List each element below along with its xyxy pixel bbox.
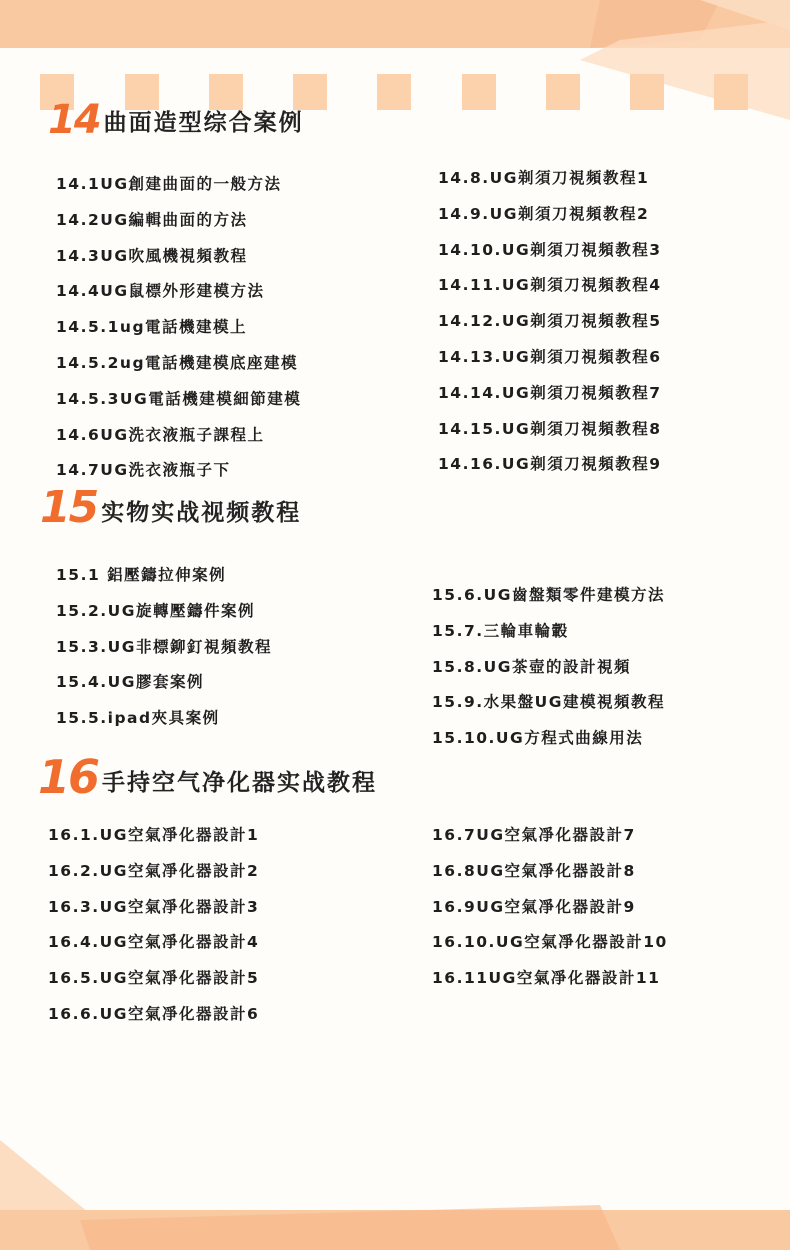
list-item: 16.11UG空氣凈化器設計11 (432, 969, 661, 988)
tab-decoration (714, 74, 748, 110)
list-item: 16.2.UG空氣凈化器設計2 (48, 861, 260, 880)
bottom-decoration (0, 1110, 790, 1250)
list-item: 14.9.UG剃須刀視頻教程2 (438, 204, 650, 223)
list-item: 16.9UG空氣凈化器設計9 (432, 897, 636, 916)
list-item: 15.6.UG齒盤類零件建模方法 (432, 586, 665, 604)
section-14-header (48, 97, 304, 143)
section-16-header (38, 750, 378, 804)
tab-decoration (462, 74, 496, 110)
section-14-right-list (438, 166, 662, 488)
list-item: 14.1UG創建曲面的一般方法 (56, 175, 282, 193)
list-item: 15.8.UG茶壺的設計視頻 (432, 657, 631, 676)
list-item: 14.5.1ug電話機建模上 (56, 318, 248, 337)
list-item: 14.4UG鼠標外形建模方法 (56, 282, 265, 301)
list-item: 16.8UG空氣凈化器設計8 (432, 861, 636, 880)
list-item: 14.6UG洗衣液瓶子課程上 (56, 425, 265, 444)
list-item: 14.13.UG剃須刀視頻教程6 (438, 347, 662, 366)
list-item: 14.14.UG剃須刀視頻教程7 (438, 383, 662, 402)
tab-decoration (377, 74, 411, 110)
tab-decoration (630, 74, 664, 110)
list-item: 16.3.UG空氣凈化器設計3 (48, 897, 260, 916)
section-16-right-list (432, 823, 668, 1002)
list-item: 16.5.UG空氣凈化器設計5 (48, 969, 260, 988)
list-item: 14.2UG編輯曲面的方法 (56, 210, 248, 229)
list-item: 14.11.UG剃須刀視頻教程4 (438, 276, 662, 295)
section-title: 手持空气净化器实战教程 (102, 770, 378, 796)
list-item: 16.10.UG空氣凈化器設計10 (432, 933, 668, 952)
list-item: 14.5.2ug電話機建模底座建模 (56, 353, 299, 372)
list-item: 15.5.ipad夾具案例 (56, 709, 220, 728)
list-item: 16.4.UG空氣凈化器設計4 (48, 933, 260, 952)
list-item: 15.3.UG非標鉚釘視頻教程 (56, 637, 272, 656)
section-16-left-list (48, 823, 259, 1038)
list-item: 16.7UG空氣凈化器設計7 (432, 826, 636, 844)
section-15-header (40, 482, 302, 533)
section-title: 曲面造型综合案例 (103, 110, 304, 136)
list-item: 14.8.UG剃須刀視頻教程1 (438, 169, 650, 187)
list-item: 15.1 鋁壓鑄拉伸案例 (56, 566, 227, 584)
list-item: 14.16.UG剃須刀視頻教程9 (438, 455, 662, 474)
list-item: 16.6.UG空氣凈化器設計6 (48, 1004, 260, 1023)
list-item: 14.12.UG剃須刀視頻教程5 (438, 312, 662, 331)
section-15-left-list (56, 563, 272, 742)
list-item: 15.7.三輪車輪轂 (432, 621, 569, 640)
list-item: 15.2.UG旋轉壓鑄件案例 (56, 601, 255, 620)
section-15-right-list (432, 583, 665, 762)
section-number: 14 (48, 97, 100, 143)
list-item: 15.4.UG膠套案例 (56, 673, 204, 692)
list-item: 15.10.UG方程式曲線用法 (432, 729, 644, 748)
section-14-left-list (56, 172, 301, 494)
list-item: 14.7UG洗衣液瓶子下 (56, 461, 231, 480)
list-item: 15.9.水果盤UG建模視頻教程 (432, 693, 665, 712)
list-item: 16.1.UG空氣凈化器設計1 (48, 826, 260, 844)
tab-decoration (546, 74, 580, 110)
list-item: 14.3UG吹風機視頻教程 (56, 246, 248, 265)
section-number: 16 (38, 750, 99, 804)
list-item: 14.5.3UG電話機建模細節建模 (56, 389, 302, 408)
section-number: 15 (40, 482, 98, 533)
list-item: 14.15.UG剃須刀視頻教程8 (438, 419, 662, 438)
list-item: 14.10.UG剃須刀視頻教程3 (438, 240, 662, 259)
section-title: 实物实战视频教程 (101, 500, 302, 526)
